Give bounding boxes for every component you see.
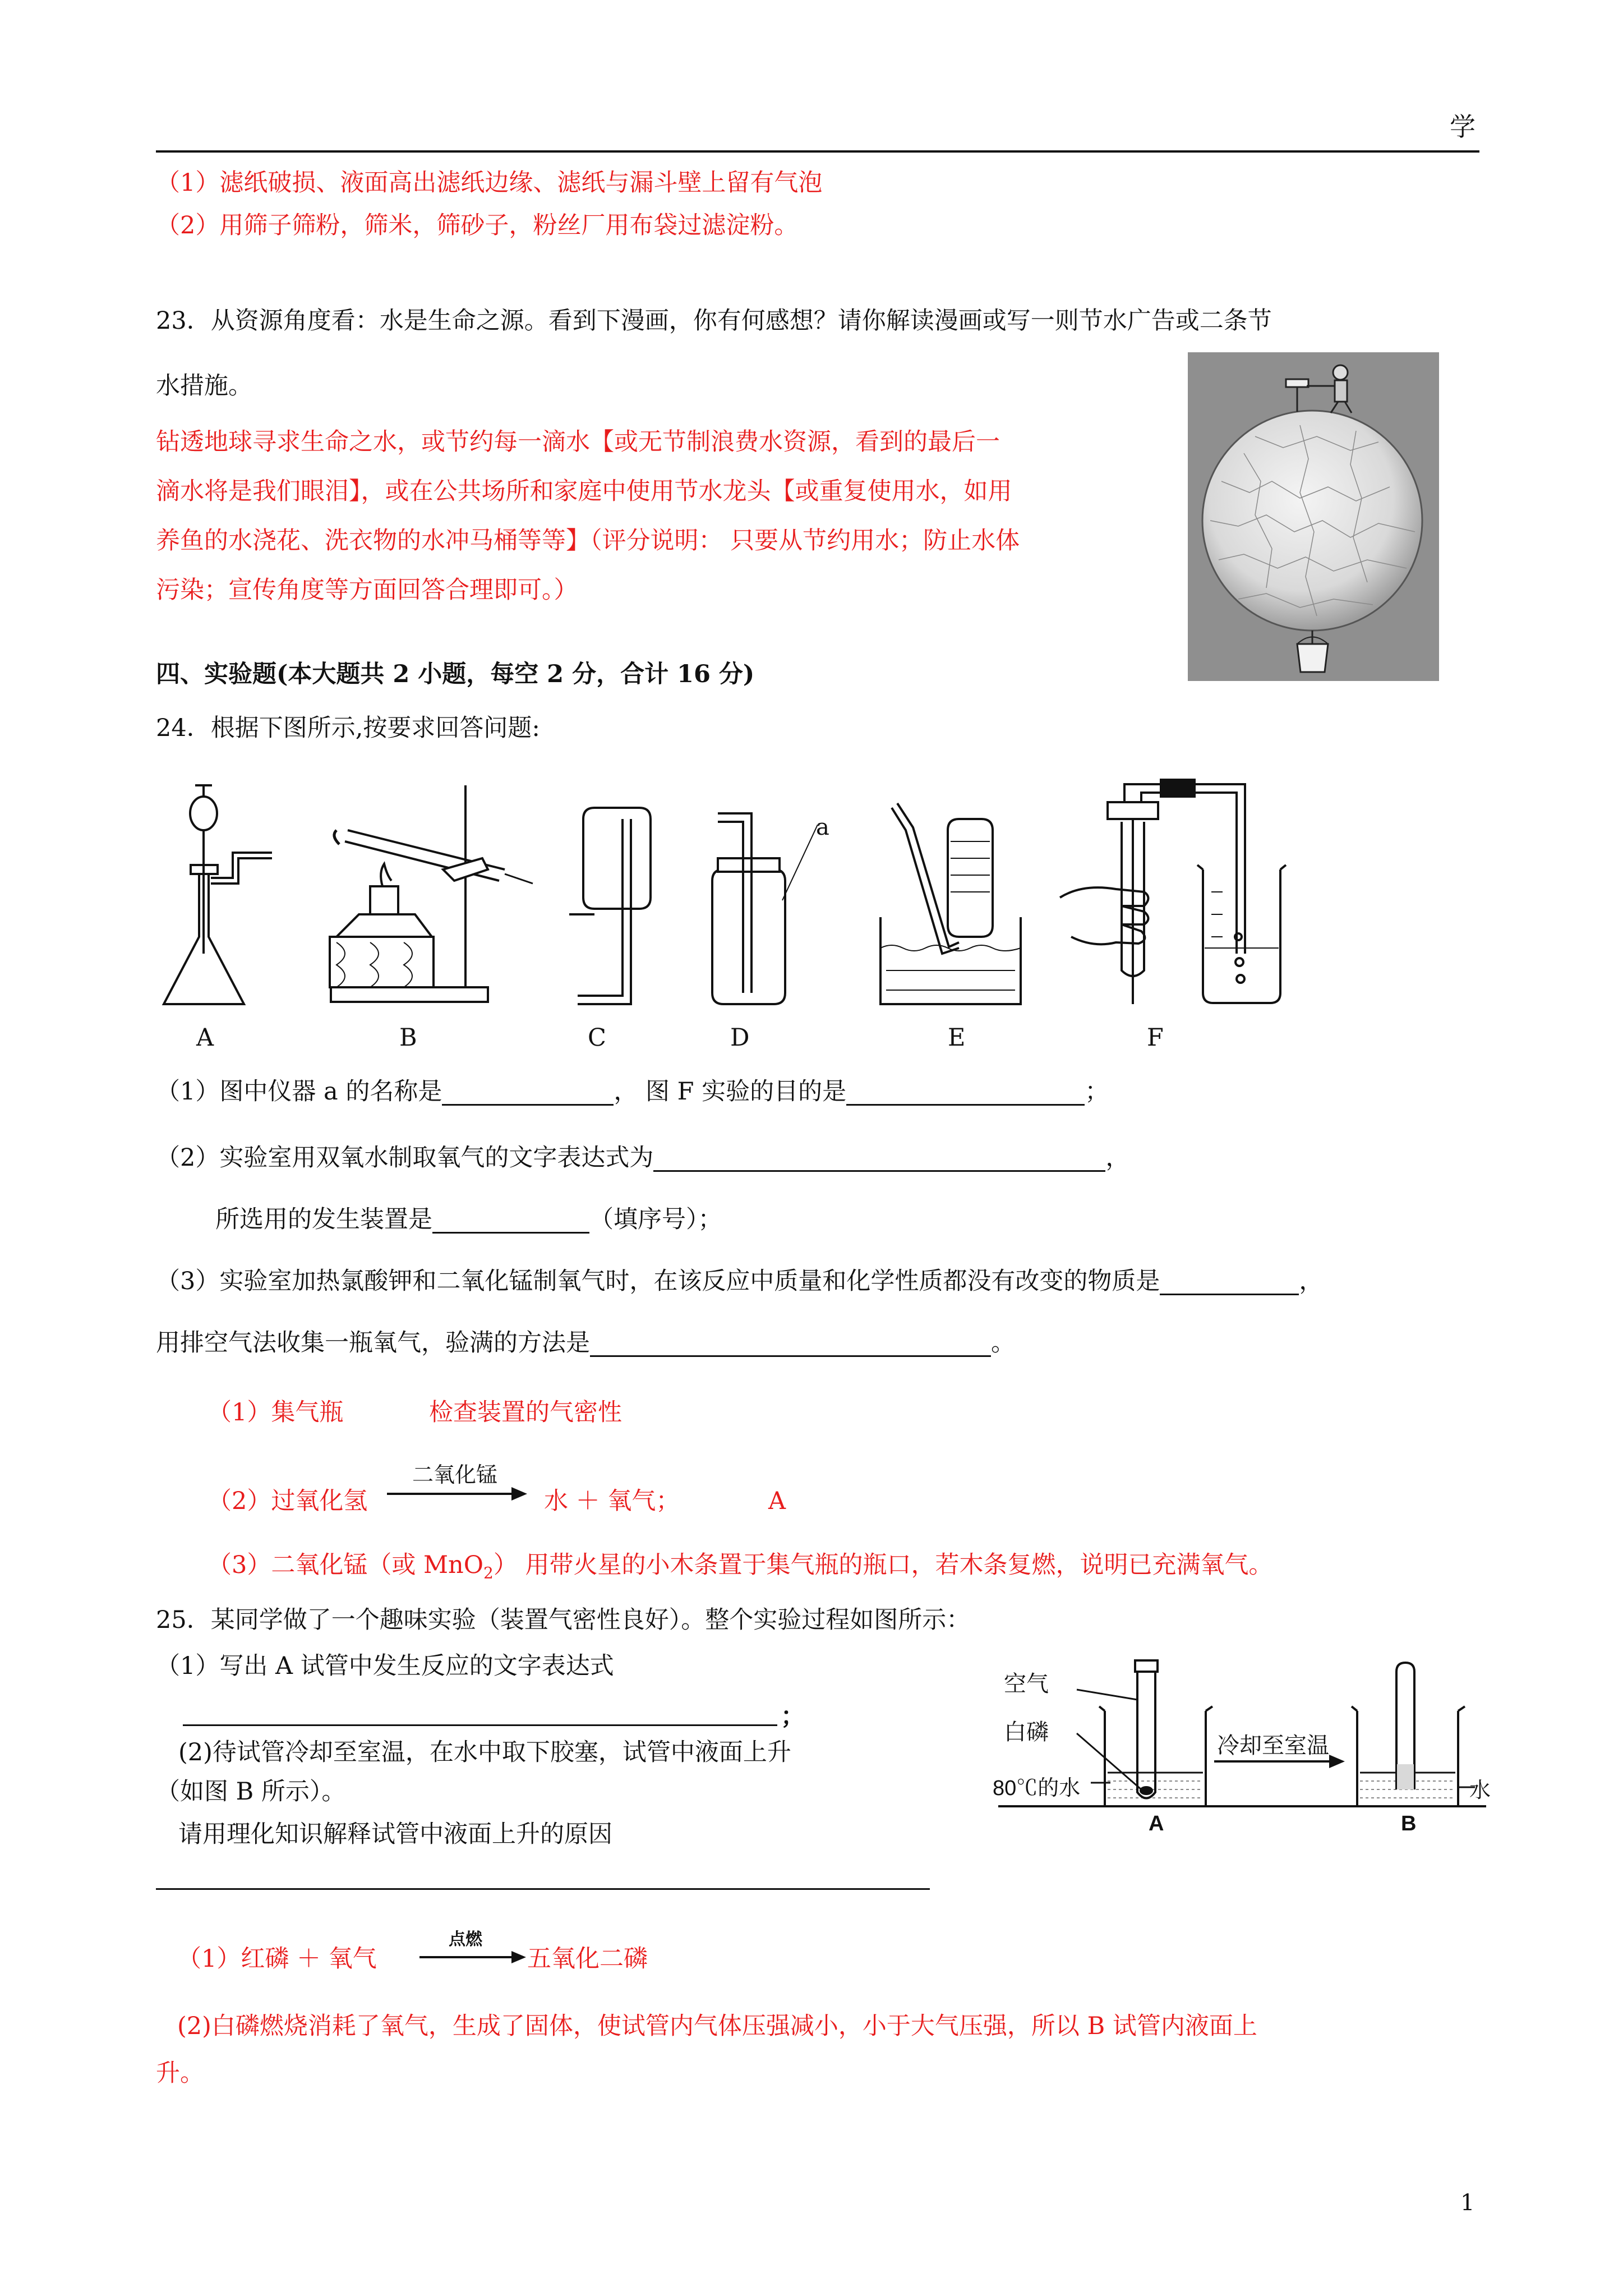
header-rule <box>156 150 1479 153</box>
q24-answer3-a: （3）二氧化锰（或 MnO <box>208 1551 484 1579</box>
answer-22-line1: （1）滤纸破损、液面高出滤纸边缘、滤纸与漏斗壁上留有气泡 <box>156 169 823 197</box>
q24-blank-instrument-name[interactable] <box>442 1082 614 1106</box>
q23-stem-line1: 23．从资源角度看：水是生命之源。看到下漫画，你有何感想？请你解读漫画或写一则节水广告或二条节 <box>156 307 1272 335</box>
q24-part2-text-a: （2）实验室用双氧水制取氧气的文字表达式为 <box>156 1144 654 1172</box>
q24-blank-catalyst[interactable] <box>1160 1271 1299 1295</box>
q25-part2-line1: (2)待试管冷却至室温，在水中取下胶塞，试管中液面上升 <box>178 1738 791 1766</box>
q24-part2-device <box>215 1206 722 1234</box>
q24-part3-text-c: 用排空气法收集一瓶氧气，验满的方法是 <box>156 1329 590 1357</box>
q24-answer2-reactant: （2）过氧化氢 <box>208 1487 368 1515</box>
apparatus-label-E: E <box>948 1024 966 1052</box>
instrument-a-label: a <box>816 815 829 840</box>
q23-answer-line2: 滴水将是我们眼泪】，或在公共场所和家庭中使用节水龙头【或重复使用水，如用 <box>156 477 1012 505</box>
q24-answer2-device: A <box>768 1487 786 1515</box>
q24-answer3 <box>208 1552 1273 1582</box>
q24-blank-verify-method[interactable] <box>590 1333 991 1357</box>
q25-part1-end: ； <box>781 1703 805 1731</box>
fig-label-B: B <box>1401 1812 1417 1835</box>
apparatus-a-conical-flask <box>164 785 272 1004</box>
q24-part2 <box>156 1144 1129 1172</box>
apparatus-c-gas-jar <box>569 808 651 1004</box>
q24-part1-text-a: （1）图中仪器 a 的名称是 <box>156 1078 442 1106</box>
q24-part2-text-d: （填序号）； <box>589 1205 722 1234</box>
q25-part2-line3: 请用理化知识解释试管中液面上升的原因 <box>178 1820 612 1848</box>
q25-answer2-line1: (2)白磷燃烧消耗了氧气，生成了固体，使试管内气体压强减小，小于大气压强，所以 B 试管内液面上 <box>177 2012 1257 2040</box>
fig-label-cool: 冷却至室温 <box>1217 1733 1329 1758</box>
q25-answer1-product: 五氧化二磷 <box>527 1945 648 1973</box>
q25-answer1-condition: 点燃 <box>449 1930 482 1949</box>
q24-answer3-sub: 2 <box>483 1563 494 1582</box>
apparatus-e-water-trough <box>880 803 1021 1004</box>
q25-answer2-line2: 升。 <box>156 2059 204 2087</box>
cartoon-earth-image <box>1188 352 1439 681</box>
q24-part1-text-b: ， 图 F 实验的目的是 <box>614 1078 847 1106</box>
fig-label-A: A <box>1149 1812 1164 1835</box>
q24-answer1a: （1）集气瓶 <box>208 1398 344 1427</box>
apparatus-d-gas-jar <box>712 813 818 1004</box>
q25-part1: （1）写出 A 试管中发生反应的文字表达式 <box>156 1652 614 1680</box>
fig-label-air: 空气 <box>1004 1672 1049 1696</box>
q24-part3 <box>156 1268 1323 1295</box>
q24-blank-device[interactable] <box>432 1209 589 1234</box>
reaction-arrow-icon-2 <box>419 1949 526 1965</box>
q23-stem-line2: 水措施。 <box>156 372 252 400</box>
q25-figure <box>993 1655 1492 1840</box>
apparatus-b-heating-setup <box>330 785 533 1002</box>
q25-answer1-reactant: （1）红磷 ＋ 氧气 <box>177 1945 377 1973</box>
apparatus-label-A: A <box>196 1024 214 1052</box>
q24-answer3-b: ） 用带火星的小木条置于集气瓶的瓶口，若木条复燃，说明已充满氧气。 <box>493 1551 1273 1579</box>
q25-part2-line2: （如图 B 所示）。 <box>156 1778 346 1806</box>
q25-blank-equation[interactable] <box>183 1724 777 1726</box>
page-number: 1 <box>1460 2190 1475 2216</box>
q24-answer1b: 检查装置的气密性 <box>429 1398 622 1427</box>
q24-blank-word-equation[interactable] <box>653 1148 1105 1172</box>
fig-label-white-phosphorus: 白磷 <box>1004 1720 1049 1745</box>
q24-part3-text-d: 。 <box>991 1329 1015 1357</box>
q23-answer-line1: 钻透地球寻求生命之水，或节约每一滴水【或无节制浪费水资源，看到的最后一 <box>156 428 1000 456</box>
q24-answer2-catalyst: 二氧化锰 <box>412 1462 498 1487</box>
q24-part3-text-b: ， <box>1299 1267 1324 1295</box>
q24-part2-text-b: ， <box>1105 1144 1130 1172</box>
q24-part3-verify <box>156 1329 1015 1357</box>
q24-part1 <box>156 1078 1109 1106</box>
q24-apparatus-figure <box>151 769 1464 1015</box>
apparatus-label-B: B <box>399 1024 417 1052</box>
q23-answer-line3: 养鱼的水浇花、洗衣物的水冲马桶等等】（评分说明： 只要从节约用水；防止水体 <box>156 527 1020 555</box>
apparatus-label-D: D <box>730 1024 750 1052</box>
fig-label-water: 水 <box>1469 1779 1491 1802</box>
q23-answer-line4: 污染；宣传角度等方面回答合理即可。） <box>156 576 578 604</box>
header-subject: 学 <box>1450 112 1476 142</box>
answer-22-line2: （2）用筛子筛粉，筛米，筛砂子，粉丝厂用布袋过滤淀粉。 <box>156 211 799 240</box>
q24-blank-f-purpose[interactable] <box>846 1082 1085 1106</box>
q24-part3-text-a: （3）实验室加热氯酸钾和二氧化锰制氧气时，在该反应中质量和化学性质都没有改变的物质是 <box>156 1267 1160 1295</box>
q24-part1-text-c: ； <box>1085 1078 1109 1106</box>
reaction-arrow-icon <box>387 1485 527 1502</box>
section-4-title: 四、实验题(本大题共 2 小题，每空 2 分，合计 16 分) <box>156 660 755 688</box>
apparatus-f-airtightness-check <box>1060 780 1286 1004</box>
q24-part2-text-c: 所选用的发生装置是 <box>215 1205 432 1234</box>
apparatus-label-C: C <box>588 1024 606 1052</box>
q25-stem: 25．某同学做了一个趣味实验（装置气密性良好）。整个实验过程如图所示： <box>156 1606 971 1634</box>
fig-label-water-80: 80℃的水 <box>993 1777 1081 1800</box>
q25-blank-reason[interactable] <box>156 1888 930 1890</box>
apparatus-label-F: F <box>1147 1024 1164 1052</box>
q24-stem: 24．根据下图所示,按要求回答问题: <box>156 714 540 742</box>
q24-answer2-products: 水 ＋ 氧气； <box>544 1487 680 1515</box>
